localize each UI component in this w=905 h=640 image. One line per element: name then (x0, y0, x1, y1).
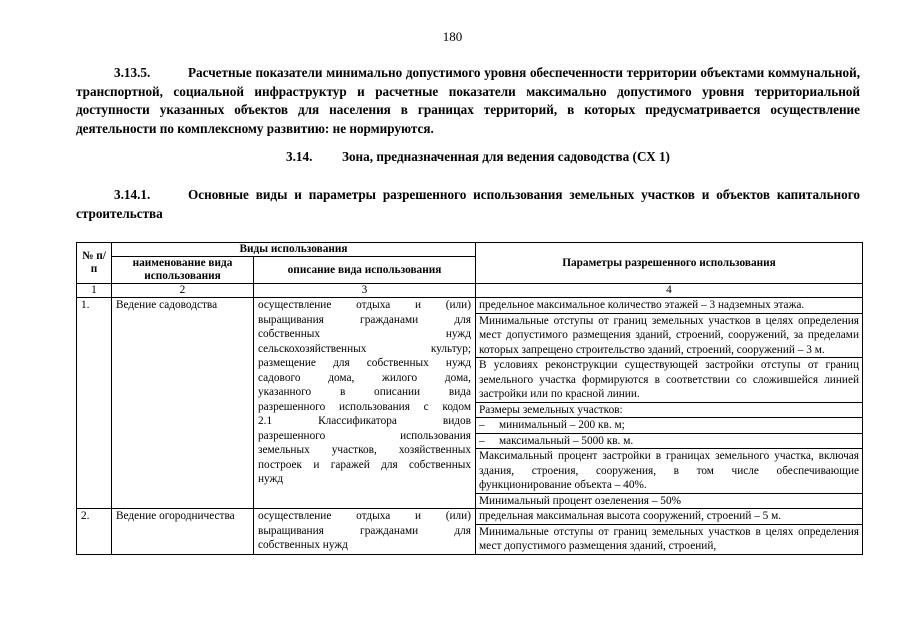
page-number: 180 (442, 29, 463, 44)
parameter-line (476, 358, 862, 403)
description-line: построек и гаражей для собственных (258, 458, 471, 471)
parameter-line (476, 418, 862, 434)
parameter-line (476, 525, 862, 554)
column-number: 3 (254, 284, 476, 298)
parameter-text: Максимальный процент застройки в границах земельного участка, включая здания, строения, сооружения, в том числе обеспечивающие функционирование объекта – 40%. (479, 450, 859, 491)
section-number: 3.14. (286, 149, 313, 164)
description-line: размещение для собственных нужд (258, 357, 471, 369)
description-line: указанного в описании вида (258, 386, 471, 398)
dash-bullet: – (479, 419, 485, 431)
column-number: 4 (476, 284, 863, 298)
parameter-line (476, 494, 862, 509)
section-text: Основные виды и параметры разрешенного использования земельных участков и объектов капитального строительства (76, 187, 860, 221)
section-3-14-heading (76, 148, 860, 167)
parameter-text: Минимальные отступы от границ земельных участков в целях определения мест допустимого размещения зданий, строений, (479, 525, 859, 552)
column-numbers-row (77, 284, 863, 298)
header-params: Параметры разрешенного использования (476, 243, 863, 284)
header-desc: описание вида использования (254, 257, 476, 284)
use-parameters (476, 509, 863, 555)
parameter-text: В условиях реконструкции существующей застройки отступы от границ земельного участка формируются в соответствии со сложившейся линией застройки или по красной линии. (479, 359, 859, 400)
description-line: сельскохозяйственных культур; (258, 342, 471, 355)
parameter-text: Минимальный процент озеленения – 50% (479, 494, 681, 507)
use-name: Ведение садоводства (112, 298, 254, 509)
description-line: земельных участков, хозяйственных (258, 444, 471, 456)
parameter-text: предельная максимальная высота сооружений, строений – 5 м. (479, 510, 782, 522)
header-group: Виды использования (112, 243, 476, 257)
description-line: разрешенного использования (258, 429, 471, 442)
description-line: садового дома, жилого дома, (258, 371, 471, 384)
row-number: 2. (77, 509, 112, 555)
parameter-line (476, 298, 862, 314)
land-use-table (76, 242, 863, 555)
section-3-14-1 (76, 186, 860, 223)
parameter-line (476, 403, 862, 419)
use-name: Ведение огородничества (112, 509, 254, 555)
use-description (254, 298, 476, 509)
section-number: 3.14.1. (114, 187, 151, 202)
section-text: Расчетные показатели минимально допустимого уровня обеспеченности территории объектами коммунальной, транспортной, социальной инфраструктур и расчетные показатели максимально допустимого уровня территориальной доступности указанных объектов для населения в границах территорий, в которых предусматривается осуществление деятельности по комплексному развитию: не нормируются. (76, 65, 860, 136)
table-row (77, 298, 863, 509)
section-title: Зона, предназначенная для ведения садоводства (СХ 1) (342, 149, 670, 164)
column-number: 1 (77, 284, 112, 298)
parameter-line (476, 314, 862, 359)
parameter-line (476, 449, 862, 494)
column-number: 2 (112, 284, 254, 298)
header-num: № п/п (77, 243, 112, 284)
header-name: наименование вида использования (112, 257, 254, 284)
use-description (254, 509, 476, 555)
description-line: выращивания гражданами для (258, 524, 471, 537)
description-line: осуществление отдыха и (или) (258, 510, 471, 522)
use-parameters (476, 298, 863, 509)
description-line: нужд (258, 473, 284, 485)
description-line: осуществление отдыха и (или) (258, 299, 471, 311)
description-line: собственных нужд (258, 328, 471, 340)
row-number: 1. (77, 298, 112, 509)
parameter-text: максимальный – 5000 кв. м. (499, 434, 634, 447)
parameter-line (476, 509, 862, 525)
parameter-text: минимальный – 200 кв. м; (499, 419, 625, 431)
description-line: собственных нужд (258, 539, 348, 551)
parameter-text: Размеры земельных участков: (479, 403, 623, 416)
table-row (77, 509, 863, 555)
section-3-13-5 (76, 64, 860, 138)
parameter-text: Минимальные отступы от границ земельных участков в целях определения мест допустимого размещения зданий, строений, сооружений, за пределами которых запрещено строительство зданий, строений, сооружений – 3 м. (479, 314, 859, 356)
dash-bullet: – (479, 434, 485, 447)
description-line: 2.1 Классификатора видов (258, 415, 471, 427)
parameter-text: предельное максимальное количество этажей – 3 надземных этажа. (479, 299, 805, 311)
description-line: выращивания гражданами для (258, 313, 471, 326)
description-line: разрешенного использования с кодом (258, 400, 471, 413)
section-number: 3.13.5. (114, 65, 151, 80)
parameter-line (476, 434, 862, 450)
